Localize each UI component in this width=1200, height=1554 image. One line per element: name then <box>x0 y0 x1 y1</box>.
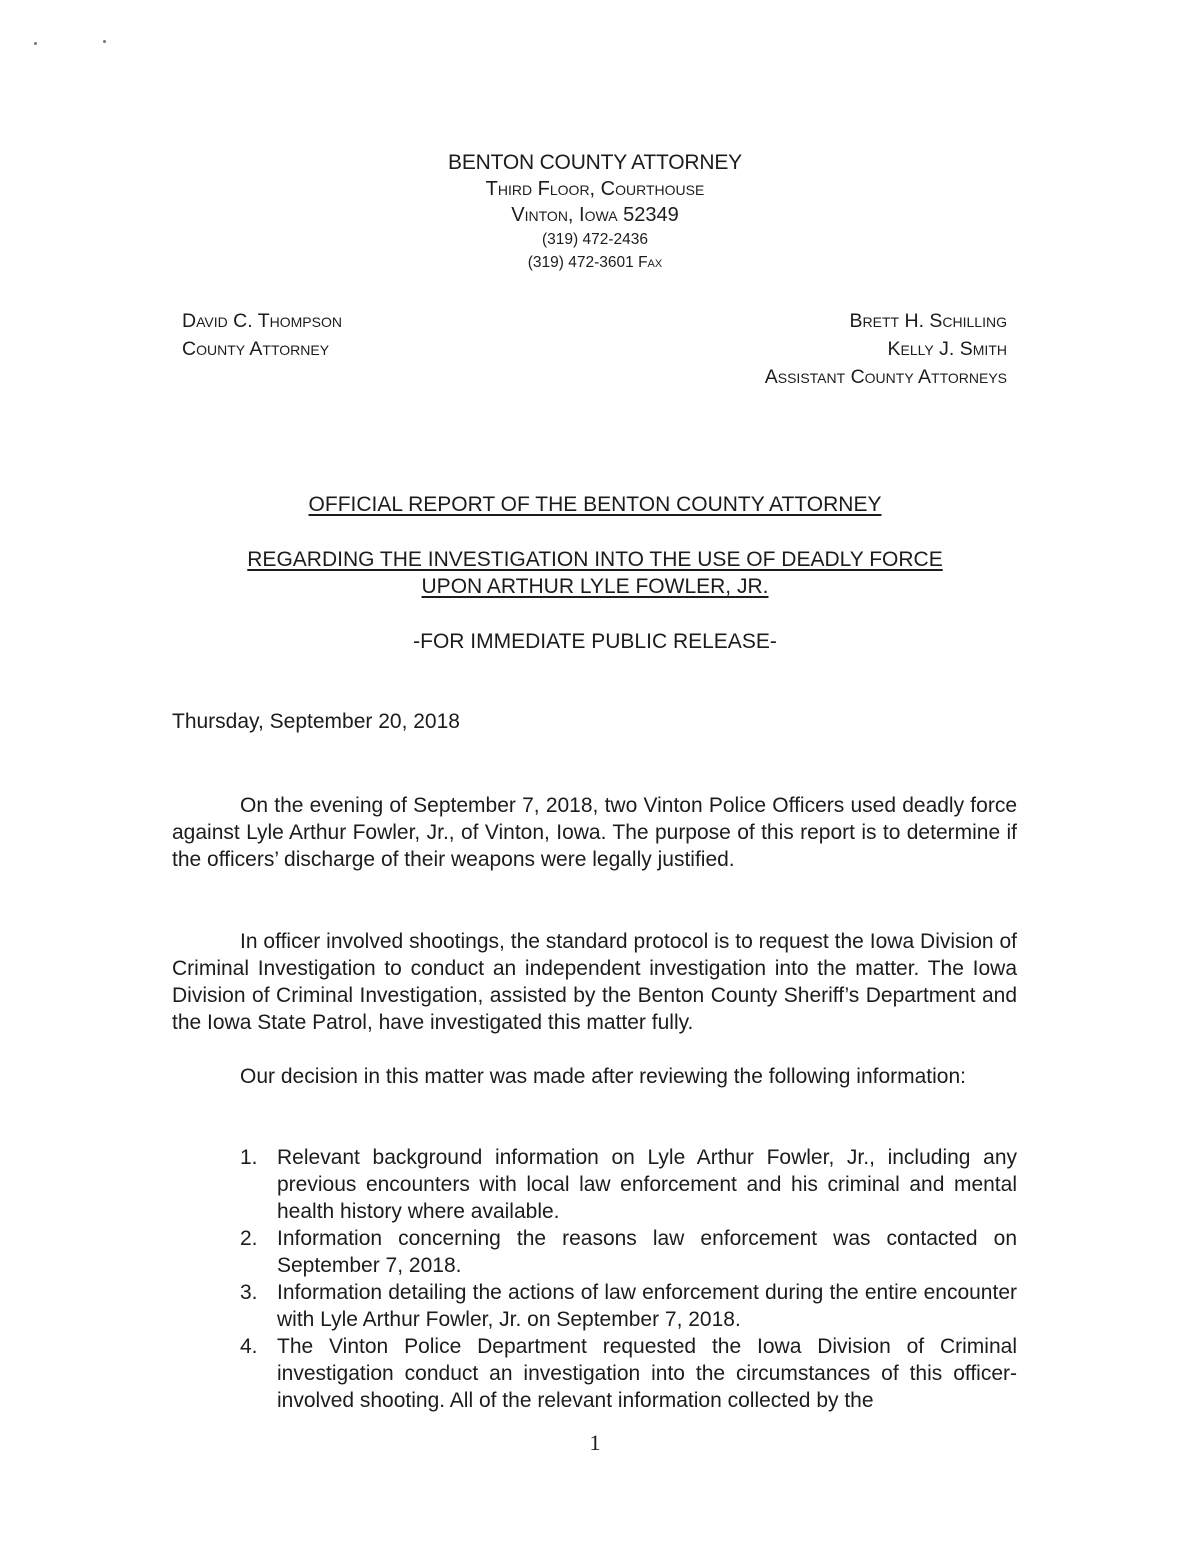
review-list <box>240 1144 1017 1414</box>
page-number: 1 <box>589 1430 601 1455</box>
list-number: 1. <box>240 1146 258 1169</box>
address-line-1: Third Floor, Courthouse <box>485 178 705 200</box>
letterhead <box>0 149 1190 274</box>
list-item <box>240 1279 1017 1333</box>
office-name: BENTON COUNTY ATTORNEY <box>448 151 742 174</box>
list-item <box>240 1333 1017 1414</box>
paragraph-text: On the evening of September 7, 2018, two Vinton Police Officers used deadly force against Lyle Arthur Fowler, Jr., of Vinton, Iowa. The purpose of this report is to determine if the officers’ discharge of their weapons were legally justified. <box>172 794 1017 871</box>
body-paragraph <box>172 928 1017 1036</box>
list-text: The Vinton Police Department requested the Iowa Division of Criminal investigation conduct an investigation into the circumstances of this officer-involved shooting. All of the relevant information collected by the <box>277 1335 1017 1412</box>
county-attorney-title: County Attorney <box>182 338 330 360</box>
assistant-attorneys-block <box>765 307 1007 391</box>
list-text: Information detailing the actions of law enforcement during the entire encounter with Lyle Arthur Fowler, Jr. on September 7, 2018. <box>277 1281 1017 1331</box>
list-item <box>240 1144 1017 1225</box>
scan-speck <box>103 40 106 43</box>
report-title: OFFICIAL REPORT OF THE BENTON COUNTY ATTORNEY <box>308 493 882 516</box>
report-date: Thursday, September 20, 2018 <box>172 710 460 733</box>
report-subtitle-line-2: UPON ARTHUR LYLE FOWLER, JR. <box>421 575 769 598</box>
list-item <box>240 1225 1017 1279</box>
fax-number: (319) 472-3601 Fax <box>527 254 663 271</box>
release-notice: -FOR IMMEDIATE PUBLIC RELEASE- <box>413 630 777 653</box>
county-attorney-name: David C. Thompson <box>182 310 342 332</box>
paragraph-text: In officer involved shootings, the standard protocol is to request the Iowa Division of Criminal Investigation to conduct an independent investigation into the matter. The Iowa Division of Criminal Investigation, assisted by the Benton County Sheriff’s Department and the Iowa State Patrol, have investigated this matter fully. <box>172 930 1017 1034</box>
address-line-2: Vinton, Iowa 52349 <box>511 204 679 226</box>
list-text: Relevant background information on Lyle Arthur Fowler, Jr., including any previous encounters with local law enforcement and his criminal and mental health history where available. <box>277 1146 1017 1223</box>
list-number: 2. <box>240 1227 258 1250</box>
assistant-attorney-name: Kelly J. Smith <box>887 338 1007 360</box>
county-attorney-block <box>182 307 342 363</box>
list-number: 4. <box>240 1335 258 1358</box>
list-number: 3. <box>240 1281 258 1304</box>
report-subtitle-line-1: REGARDING THE INVESTIGATION INTO THE USE OF DEADLY FORCE <box>247 548 943 571</box>
paragraph-text: Our decision in this matter was made after reviewing the following information: <box>240 1065 966 1088</box>
phone-number: (319) 472-2436 <box>542 231 648 248</box>
scan-speck <box>34 42 37 45</box>
assistant-attorney-name: Brett H. Schilling <box>849 310 1007 332</box>
body-paragraph <box>172 1063 1017 1090</box>
body-paragraph <box>172 792 1017 873</box>
assistant-attorneys-title: Assistant County Attorneys <box>764 366 1007 388</box>
list-text: Information concerning the reasons law enforcement was contacted on September 7, 2018. <box>277 1227 1017 1277</box>
